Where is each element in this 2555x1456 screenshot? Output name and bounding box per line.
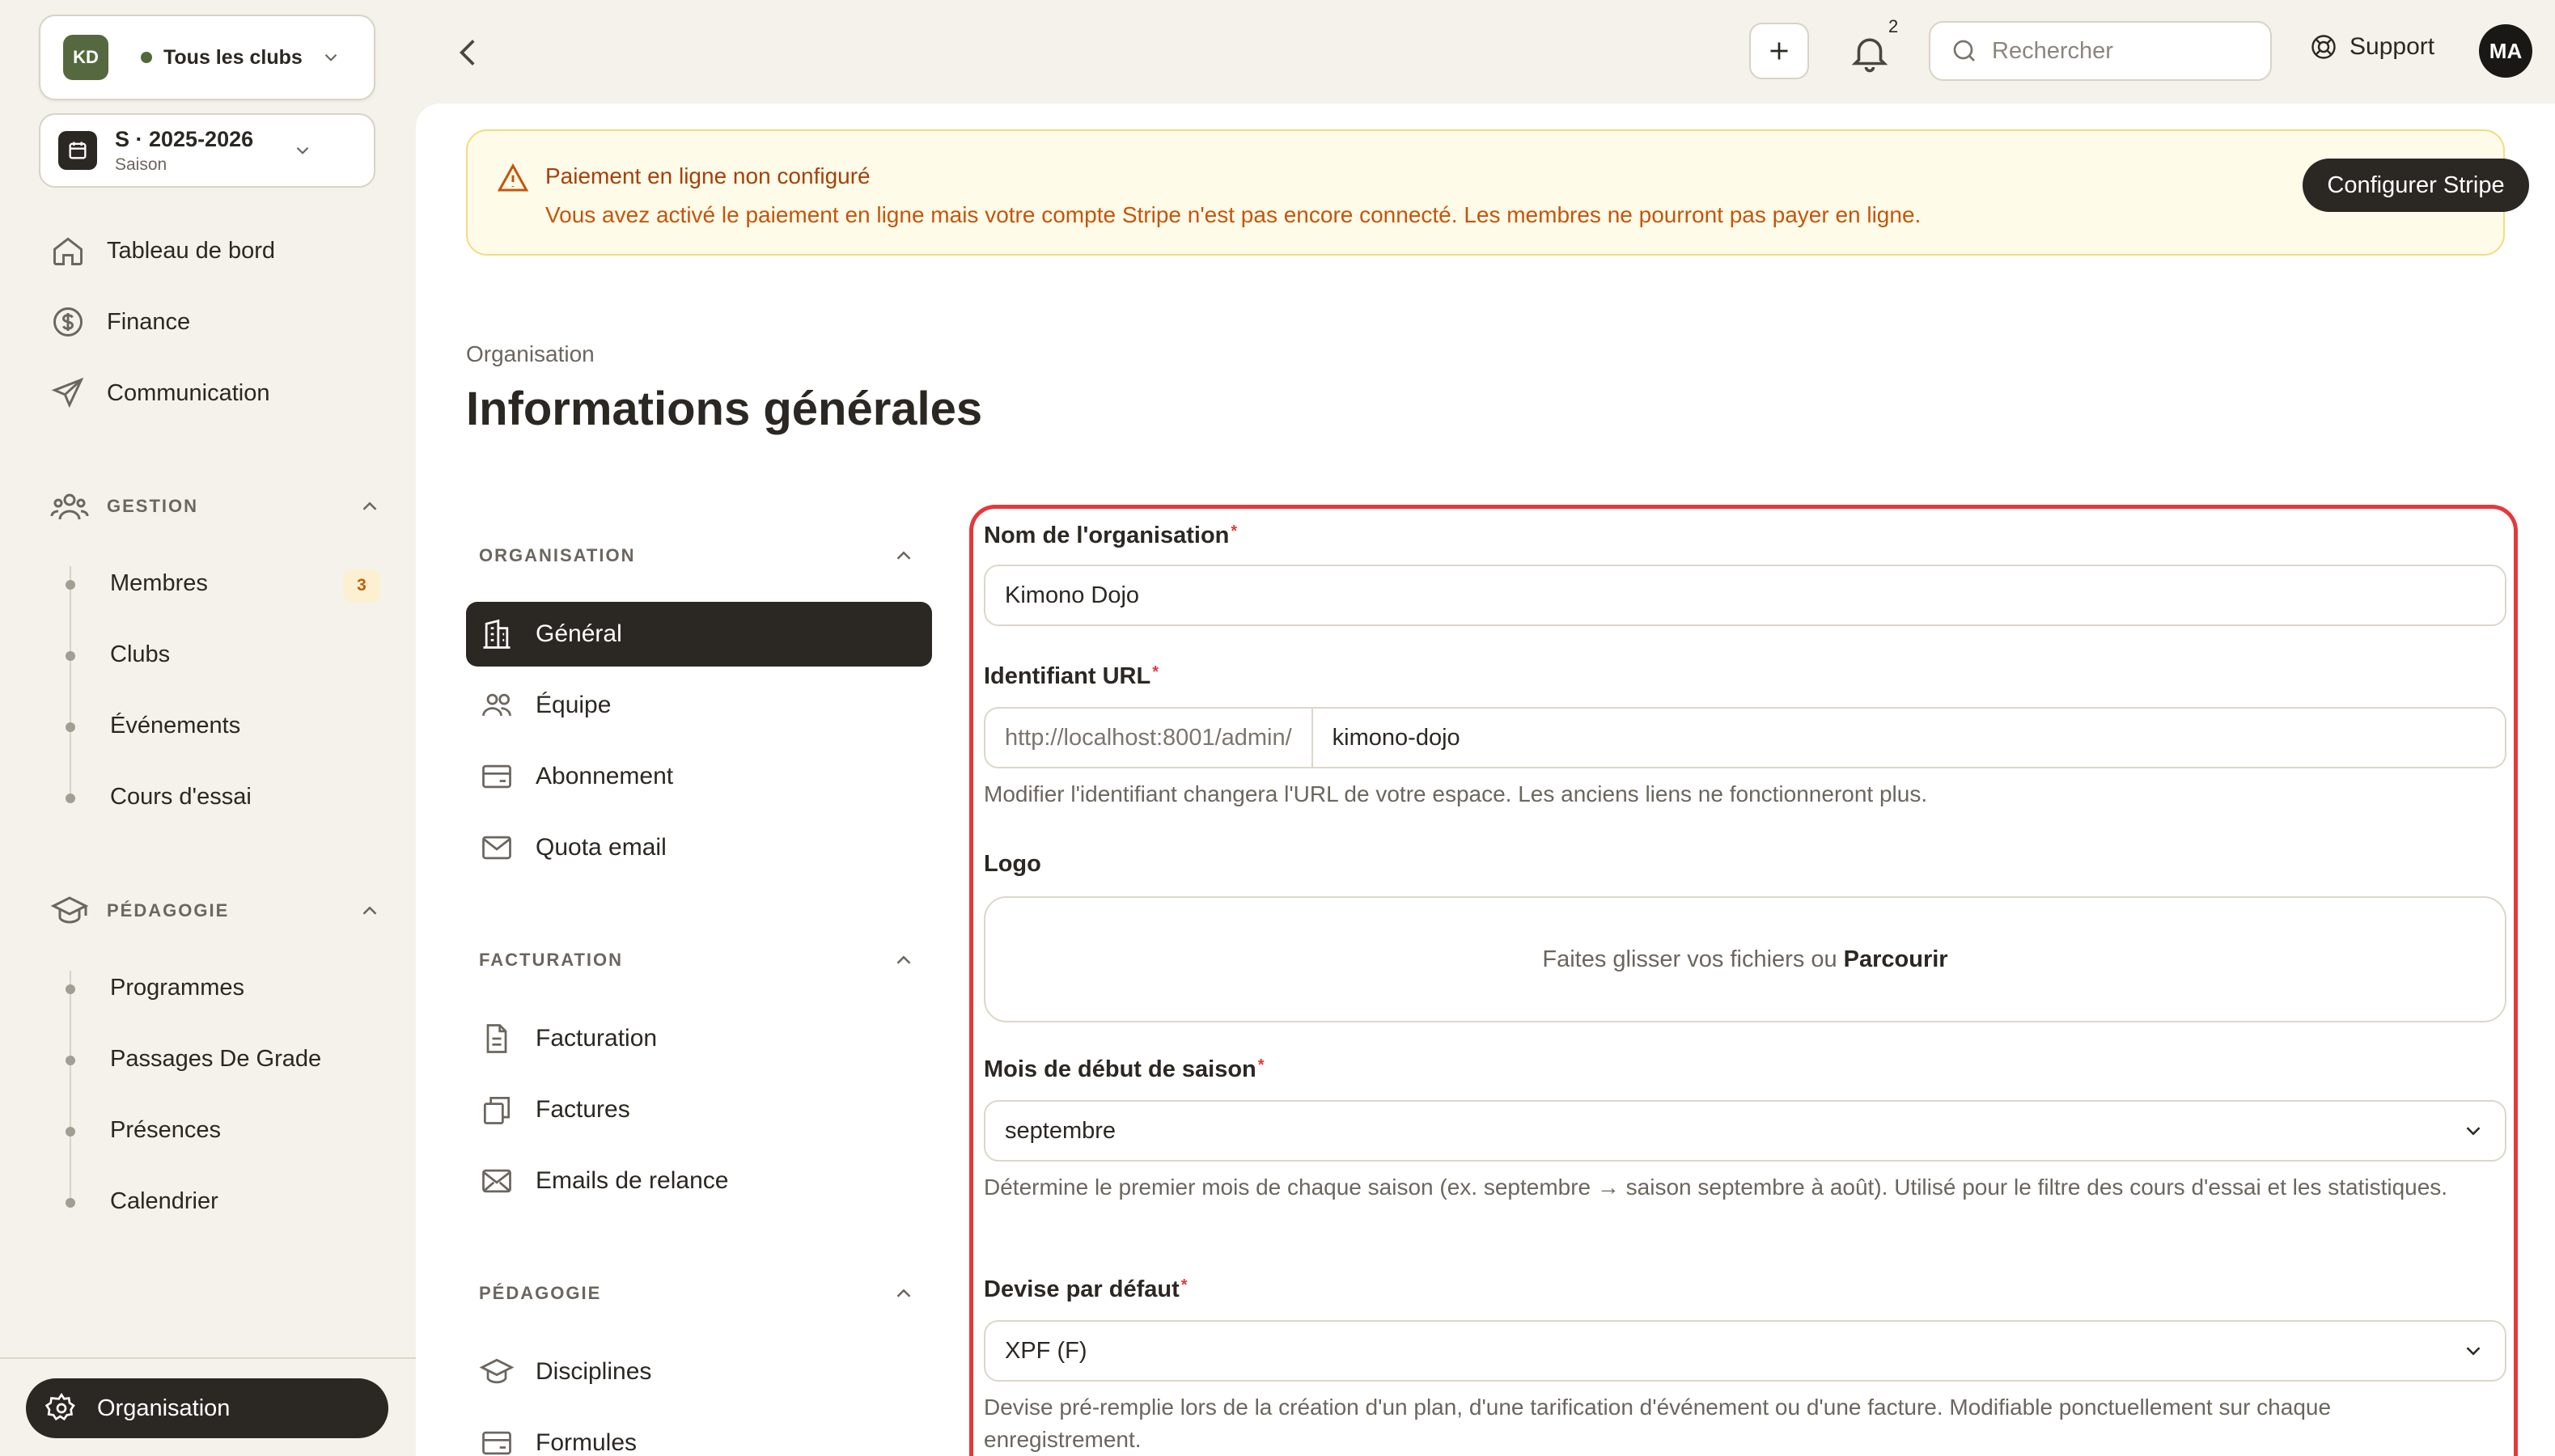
url-label: Identifiant URL * (984, 663, 1159, 689)
section-pedagogie[interactable] (50, 891, 382, 930)
chevron-left-icon[interactable] (448, 32, 489, 73)
alert-title: Paiement en ligne non configuré (545, 163, 871, 188)
nav-clubs[interactable]: Clubs (110, 641, 171, 667)
season-month-hint: Détermine le premier mois de chaque saison (ex. septembre → saison septembre à août). Utilisé pour le filtre des cours d'essai et les statistiques. (984, 1175, 2448, 1200)
section-gestion[interactable] (50, 487, 382, 526)
nav-evenements[interactable]: Événements (110, 713, 241, 739)
nav-label: Communication (107, 379, 270, 406)
nav-label: Tableau de bord (107, 237, 275, 264)
settings-general[interactable] (466, 602, 932, 667)
browse-link[interactable]: Parcourir (1843, 946, 1948, 972)
section-title: PÉDAGOGIE (107, 900, 230, 921)
settings-formules[interactable] (466, 1411, 932, 1456)
url-value: kimono-dojo (1332, 724, 1460, 751)
nav-cours-essai[interactable]: Cours d'essai (110, 784, 252, 810)
club-badge: KD (63, 35, 108, 80)
mail-icon (479, 830, 515, 866)
section-title: ORGANISATION (479, 545, 636, 565)
graduation-cap-icon (479, 1354, 515, 1390)
settings-facturation[interactable] (466, 1006, 932, 1071)
document-icon (479, 1021, 515, 1056)
settings-item-label: Équipe (536, 692, 612, 718)
nav-membres[interactable]: Membres (110, 570, 208, 596)
org-name-label: Nom de l'organisation * (984, 523, 1238, 548)
club-switcher[interactable] (39, 15, 375, 100)
credit-card-icon (479, 759, 515, 794)
users-icon (479, 688, 515, 723)
stripe-alert (466, 129, 2505, 256)
plus-icon (1765, 36, 1794, 66)
search-icon (1950, 36, 1979, 66)
tree-dot (66, 722, 75, 732)
section-title: FACTURATION (479, 950, 624, 970)
divider (0, 1357, 416, 1359)
nav-dashboard[interactable] (50, 233, 275, 269)
notification-count: 2 (1888, 16, 1899, 36)
tree-line (70, 971, 71, 1205)
settings-section-pedagogie[interactable] (479, 1281, 916, 1306)
url-hint: Modifier l'identifiant changera l'URL de votre espace. Les anciens liens ne fonctionneront plus. (984, 781, 1928, 806)
credit-card-icon (479, 1425, 515, 1456)
sidebar (0, 0, 416, 1456)
search-input[interactable] (1992, 38, 2251, 65)
settings-equipe[interactable] (466, 673, 932, 738)
count-badge: 3 (343, 569, 380, 602)
logo-label: Logo (984, 851, 1041, 877)
nav-programmes[interactable]: Programmes (110, 975, 244, 1001)
warning-icon (497, 162, 529, 194)
section-title: PÉDAGOGIE (479, 1283, 602, 1303)
organisation-button[interactable] (26, 1378, 388, 1438)
tree-dot (66, 651, 75, 661)
org-name-input[interactable]: Kimono Dojo (984, 565, 2506, 626)
tree-dot (66, 984, 75, 994)
url-input[interactable] (984, 707, 2506, 768)
chevron-up-icon (892, 948, 916, 972)
lifebuoy-icon (2309, 32, 2338, 61)
main-content (416, 104, 2555, 1456)
status-dot (141, 52, 152, 63)
settings-item-label: Général (536, 620, 622, 647)
currency-label: Devise par défaut * (984, 1276, 1188, 1302)
settings-item-label: Emails de relance (536, 1167, 729, 1194)
tree-dot (66, 1198, 75, 1208)
select-value: XPF (F) (1005, 1337, 1087, 1364)
copy-icon (479, 1092, 515, 1128)
tree-dot (66, 794, 75, 803)
nav-communication[interactable] (50, 375, 269, 411)
settings-item-label: Disciplines (536, 1358, 652, 1385)
season-switcher[interactable] (39, 113, 375, 188)
nav-passages-grade[interactable]: Passages De Grade (110, 1046, 322, 1072)
avatar[interactable]: MA (2479, 24, 2532, 78)
logo-dropzone[interactable] (984, 896, 2506, 1022)
organisation-label: Organisation (97, 1395, 231, 1421)
settings-item-label: Quota email (536, 834, 667, 861)
season-title: S · 2025-2026 (115, 126, 254, 151)
chevron-down-icon (292, 140, 313, 161)
season-month-select[interactable] (984, 1100, 2506, 1162)
search-box[interactable] (1929, 21, 2272, 81)
settings-emails-relance[interactable] (466, 1149, 932, 1213)
currency-hint: Devise pré-remplie lors de la création d'un plan, d'une tarification d'événement ou d'une facture. Modifiable ponctuellement sur chaque enregistrement. (984, 1395, 2332, 1452)
settings-item-label: Abonnement (536, 763, 674, 789)
settings-section-organisation[interactable] (479, 544, 916, 568)
tree-dot (66, 1056, 75, 1065)
chevron-down-icon (2461, 1119, 2485, 1143)
chevron-down-icon (320, 47, 341, 68)
settings-item-label: Formules (536, 1429, 638, 1456)
support-label: Support (2349, 33, 2435, 60)
season-subtitle: Saison (115, 154, 167, 174)
mail-icon (479, 1163, 515, 1199)
tree-line (70, 566, 71, 801)
chevron-down-icon (2461, 1339, 2485, 1363)
settings-item-label: Facturation (536, 1025, 658, 1052)
add-button[interactable] (1749, 23, 1809, 79)
chevron-up-icon (892, 1281, 916, 1306)
chevron-up-icon (892, 544, 916, 568)
support-link[interactable] (2309, 32, 2434, 61)
home-icon (50, 233, 86, 269)
settings-abonnement[interactable] (466, 744, 932, 809)
send-icon (50, 375, 86, 411)
topbar (416, 0, 2555, 104)
page-title: Informations générales (466, 383, 983, 435)
dollar-icon (50, 304, 86, 340)
gear-icon (45, 1392, 78, 1424)
url-prefix: http://localhost:8001/admin/ (1005, 709, 1313, 767)
nav-finance[interactable] (50, 304, 190, 340)
settings-item-label: Factures (536, 1096, 630, 1123)
building-icon (479, 616, 515, 652)
settings-section-facturation[interactable] (479, 948, 916, 972)
club-label: Tous les clubs (163, 45, 303, 69)
breadcrumb[interactable]: Organisation (466, 341, 595, 366)
chevron-up-icon (358, 494, 382, 518)
alert-message: Vous avez activé le paiement en ligne mais votre compte Stripe n'est pas encore connecté. Les membres ne pourront pas payer en ligne. (545, 202, 1922, 227)
dropzone-text: Faites glisser vos fichiers ou (1542, 946, 1837, 972)
bell-icon[interactable] (1848, 31, 1892, 74)
settings-disciplines[interactable] (466, 1340, 932, 1404)
season-month-label: Mois de début de saison * (984, 1056, 1265, 1082)
nav-label: Finance (107, 308, 191, 335)
chevron-up-icon (358, 899, 382, 923)
nav-calendrier[interactable]: Calendrier (110, 1188, 218, 1214)
currency-select[interactable] (984, 1320, 2506, 1382)
graduation-cap-icon (50, 891, 89, 930)
section-title: GESTION (107, 496, 199, 516)
nav-presences[interactable]: Présences (110, 1117, 222, 1143)
users-icon (50, 487, 89, 526)
tree-dot (66, 580, 75, 590)
select-value: septembre (1005, 1117, 1116, 1144)
calendar-icon (58, 131, 97, 170)
settings-quota-email[interactable] (466, 815, 932, 880)
settings-factures[interactable] (466, 1077, 932, 1142)
tree-dot (66, 1127, 75, 1136)
configure-stripe-button[interactable]: Configurer Stripe (2303, 159, 2529, 212)
